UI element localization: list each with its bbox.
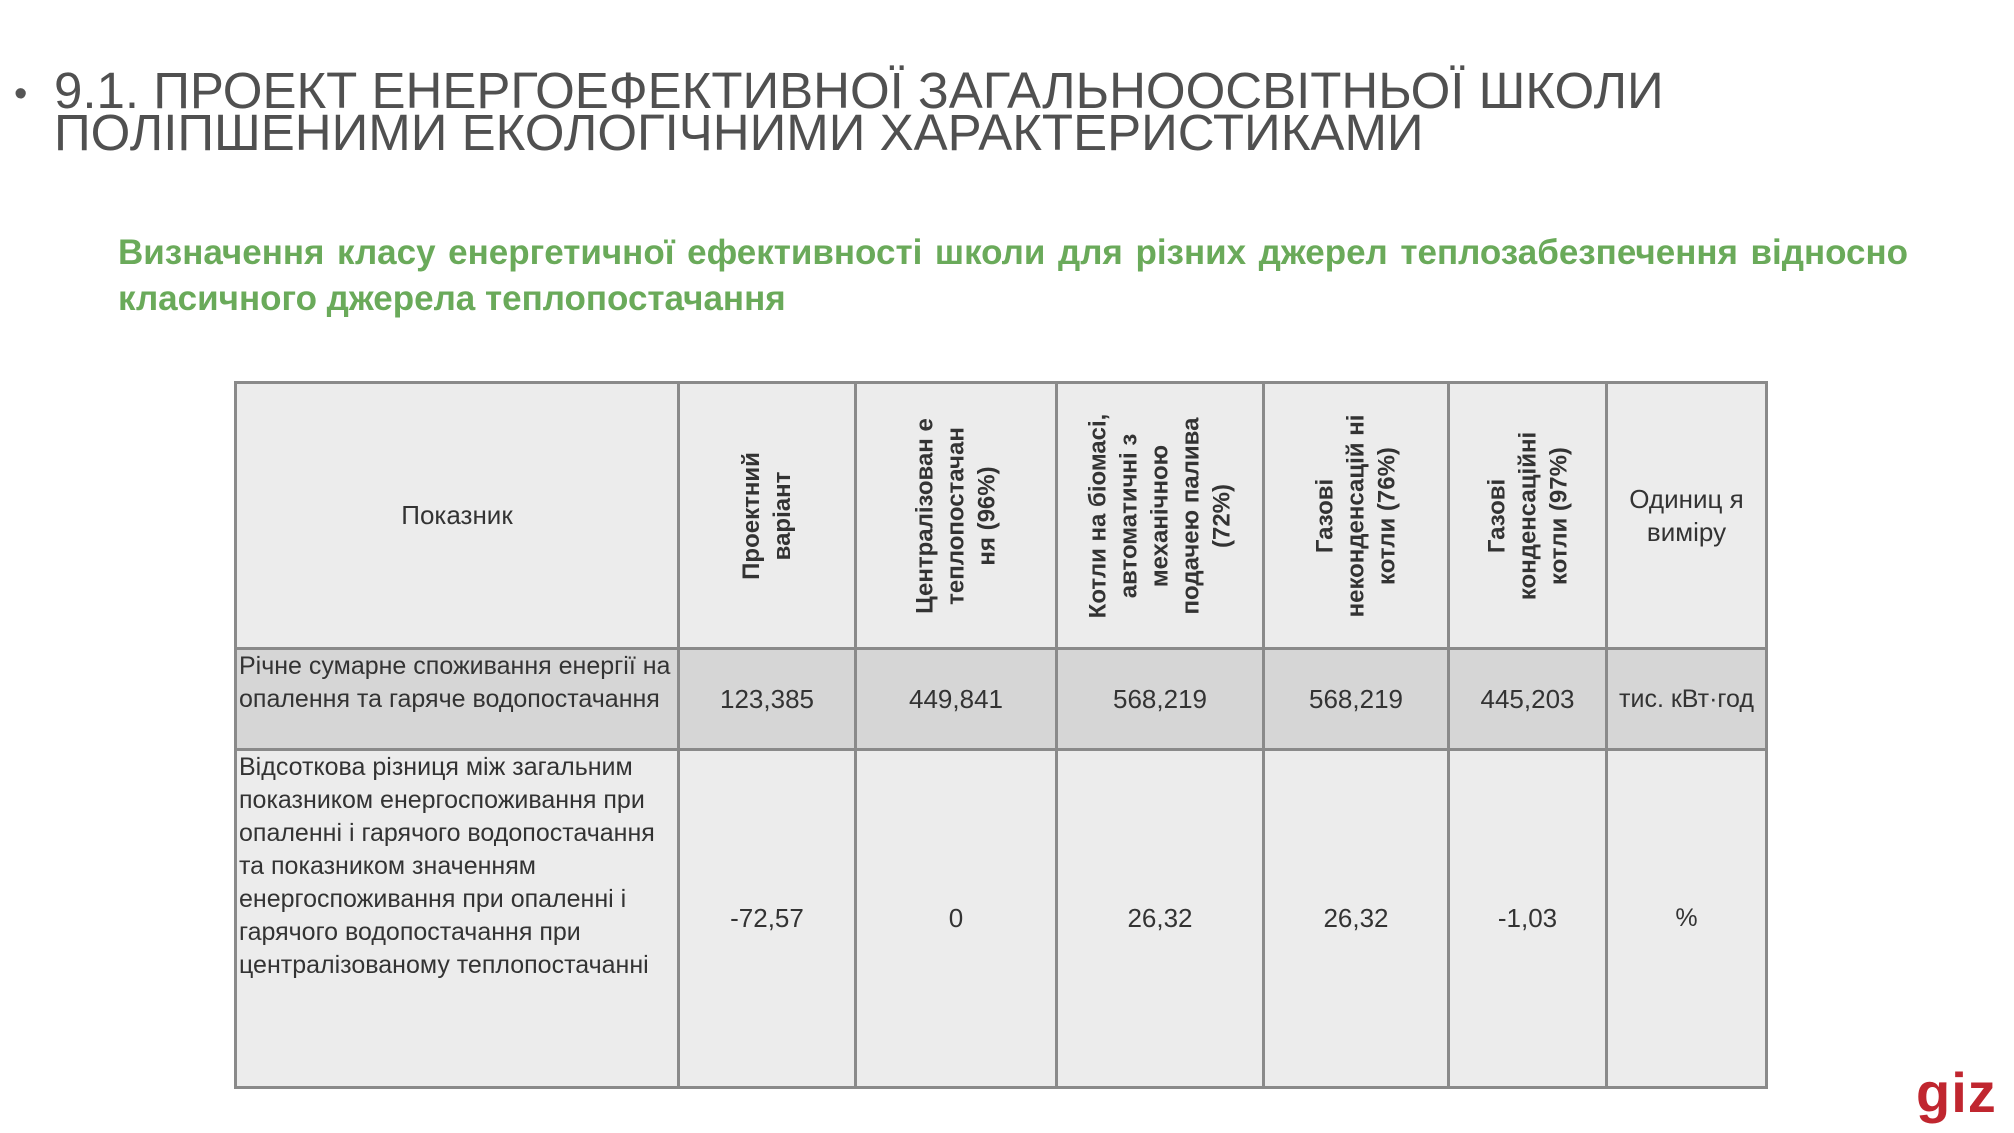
header-gas-condensing [1449, 383, 1607, 649]
table-header-row [236, 383, 1767, 649]
row-label: Річне сумарне споживання енергії на опалення та гаряче водопостачання [236, 649, 679, 750]
cell-value: -72,57 [679, 750, 856, 1088]
cell-unit: % [1607, 750, 1767, 1088]
header-biomass-text: Котли на біомасі, автоматичні з механічною подачею палива (72%) [1084, 413, 1236, 618]
cell-value: 0 [856, 750, 1057, 1088]
table-row [236, 750, 1767, 1088]
row-label: Відсоткова різниця між загальним показником енергоспоживання при опаленні і гарячого водопостачання та показником значенням енергоспоживання при опаленні і гарячого водопостачання при централізованому теплопостачанні [236, 750, 679, 1088]
table-row [236, 649, 1767, 750]
cell-value: -1,03 [1449, 750, 1607, 1088]
title-line-2: ПОЛІПШЕНИМИ ЕКОЛОГІЧНИМИ ХАРАКТЕРИСТИКАМИ [54, 104, 1424, 161]
title-line-1: 9.1. ПРОЕКТ ЕНЕРГОЕФЕКТИВНОЇ ЗАГАЛЬНООСВІТНЬОЇ ШКОЛИ [54, 62, 1664, 119]
slide-subtitle: Визначення класу енергетичної ефективності школи для різних джерел теплозабезпечення відносно класичного джерела теплопостачання [118, 233, 1908, 318]
header-project-variant [679, 383, 856, 649]
slide-title [14, 62, 1914, 161]
header-centralized-text: Централізован е теплопостачан ня (96%) [911, 417, 1001, 614]
cell-value: 568,219 [1264, 649, 1449, 750]
giz-logo: giz [1916, 1061, 1997, 1124]
cell-value: 449,841 [856, 649, 1057, 750]
header-biomass [1057, 383, 1264, 649]
cell-value: 26,32 [1057, 750, 1264, 1088]
header-centralized [856, 383, 1057, 649]
cell-value: 123,385 [679, 649, 856, 750]
header-gas-noncondensing-text: Газові неконденсацій ні котли (76%) [1311, 414, 1401, 617]
header-unit [1607, 383, 1767, 649]
title-text [54, 62, 1664, 161]
header-project-variant-text: Проектний варіант [738, 451, 796, 580]
cell-value: 445,203 [1449, 649, 1607, 750]
energy-class-table [234, 381, 1768, 1089]
cell-value: 568,219 [1057, 649, 1264, 750]
header-gas-condensing-text: Газові конденсаційні котли (97%) [1483, 431, 1572, 600]
cell-unit: тис. кВт·год [1607, 649, 1767, 750]
header-unit-text: Одиниц я виміру [1629, 483, 1744, 547]
header-indicator: Показник [236, 383, 679, 649]
cell-value: 26,32 [1264, 750, 1449, 1088]
header-gas-noncondensing [1264, 383, 1449, 649]
title-bullet: • [14, 73, 28, 115]
